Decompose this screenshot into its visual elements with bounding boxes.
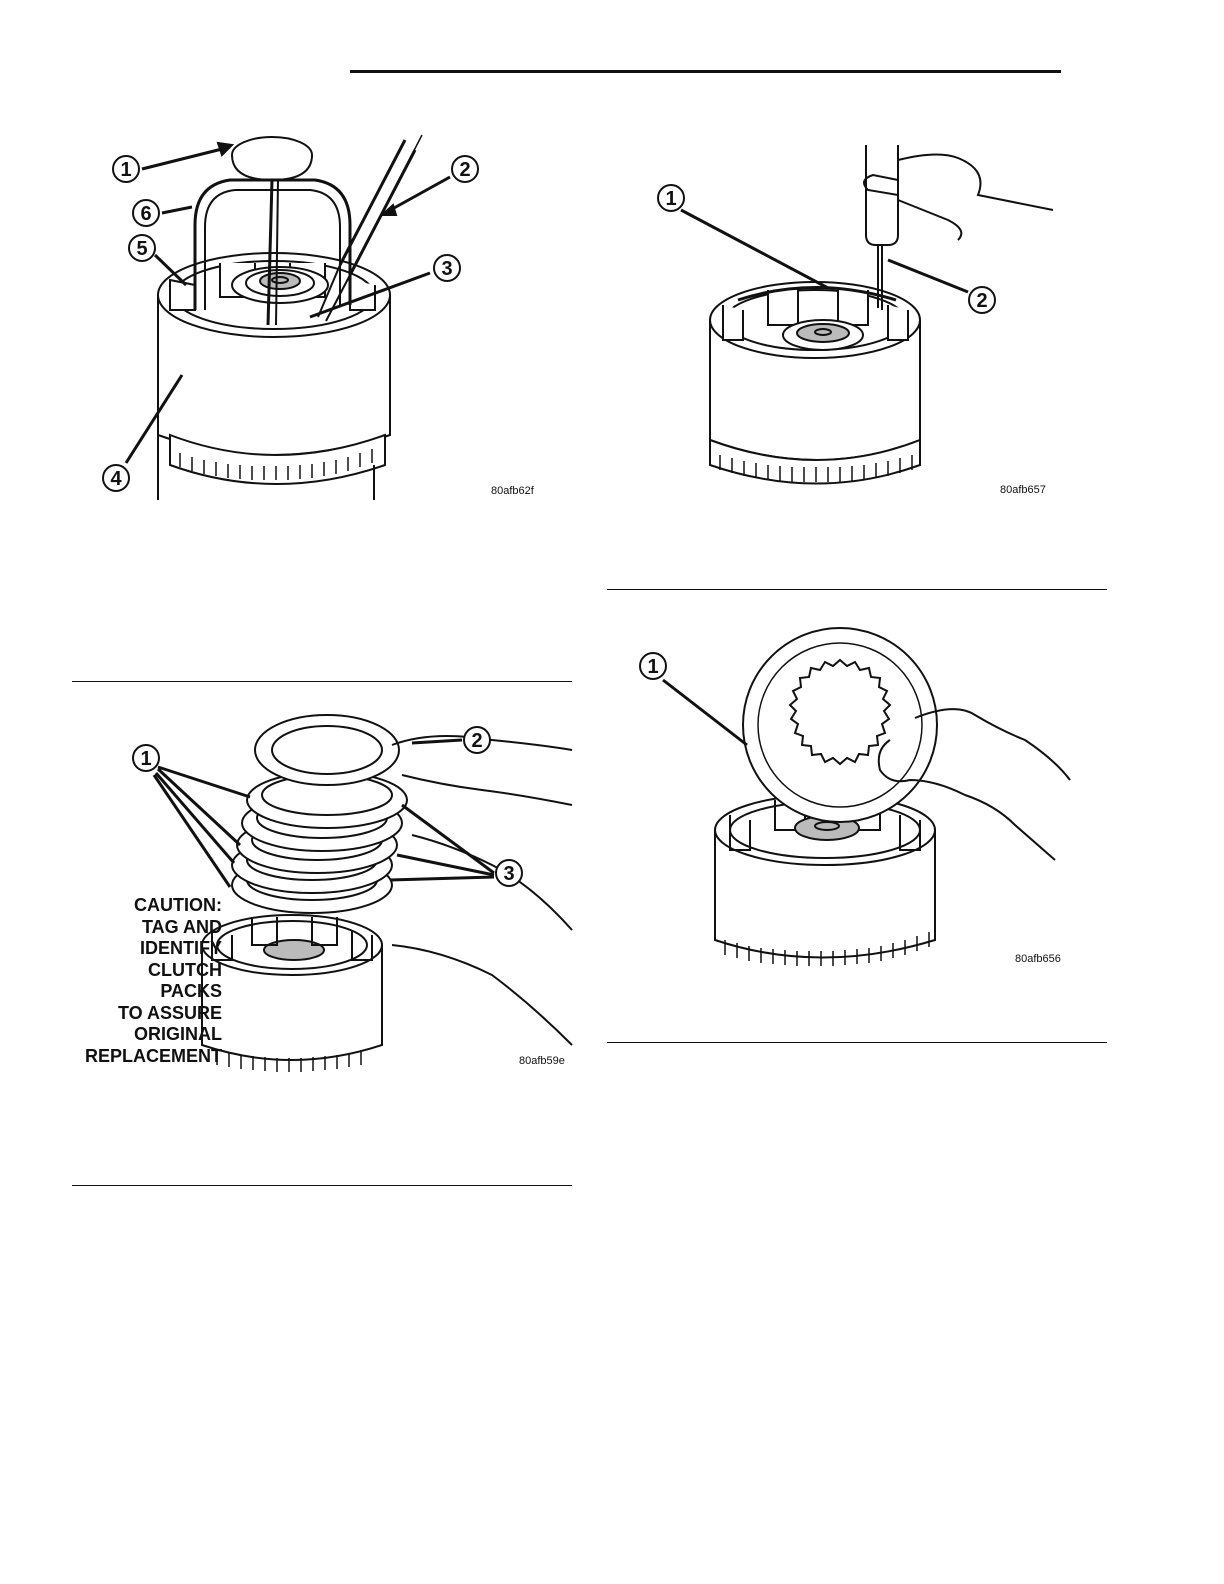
caution-line: IDENTIFY — [139, 938, 222, 958]
caution-line: PACKS — [160, 981, 222, 1001]
figure-1-illustration — [100, 135, 560, 505]
callout-number: 6 — [140, 203, 152, 225]
header-rule — [350, 70, 1061, 73]
callout-number: 5 — [136, 238, 148, 260]
caution-line: TO ASSURE — [117, 1002, 222, 1023]
caution-line: CAUTION: — [134, 895, 222, 915]
separator-right-bottom — [607, 1042, 1107, 1043]
caution-note — [72, 895, 222, 1067]
callout-number: 4 — [110, 468, 122, 490]
figure-clutch-plate-removal — [635, 630, 1080, 975]
callout-number: 2 — [976, 290, 988, 312]
figure-code: 80afb657 — [1000, 484, 1046, 496]
separator-right-top — [607, 589, 1107, 590]
caution-line: REPLACEMENT — [84, 1045, 222, 1066]
separator-left-mid — [72, 681, 572, 682]
figure-code: 80afb59e — [519, 1055, 565, 1067]
callout-number: 2 — [471, 730, 483, 752]
caution-line: TAG AND — [142, 916, 222, 937]
figure-code: 80afb656 — [1015, 953, 1061, 965]
callout-number: 1 — [120, 159, 132, 181]
figure-2-illustration — [648, 140, 1058, 500]
callout-number: 1 — [647, 656, 659, 678]
separator-left-bottom — [72, 1185, 572, 1186]
callout-number: 1 — [140, 748, 152, 770]
callout-number: 3 — [441, 258, 453, 280]
figure-code: 80afb62f — [491, 485, 534, 497]
figure-clutch-pack-removal — [72, 705, 577, 1075]
caution-line: CLUTCH — [148, 959, 222, 980]
figure-4-illustration — [635, 630, 1080, 975]
callout-number: 1 — [665, 188, 677, 210]
callout-number: 2 — [459, 159, 471, 181]
figure-clutch-retainer-snap-ring — [100, 135, 560, 505]
callout-number: 3 — [503, 863, 515, 885]
caution-line: ORIGINAL — [134, 1024, 222, 1044]
figure-snap-ring-removal-screwdriver — [648, 140, 1058, 500]
